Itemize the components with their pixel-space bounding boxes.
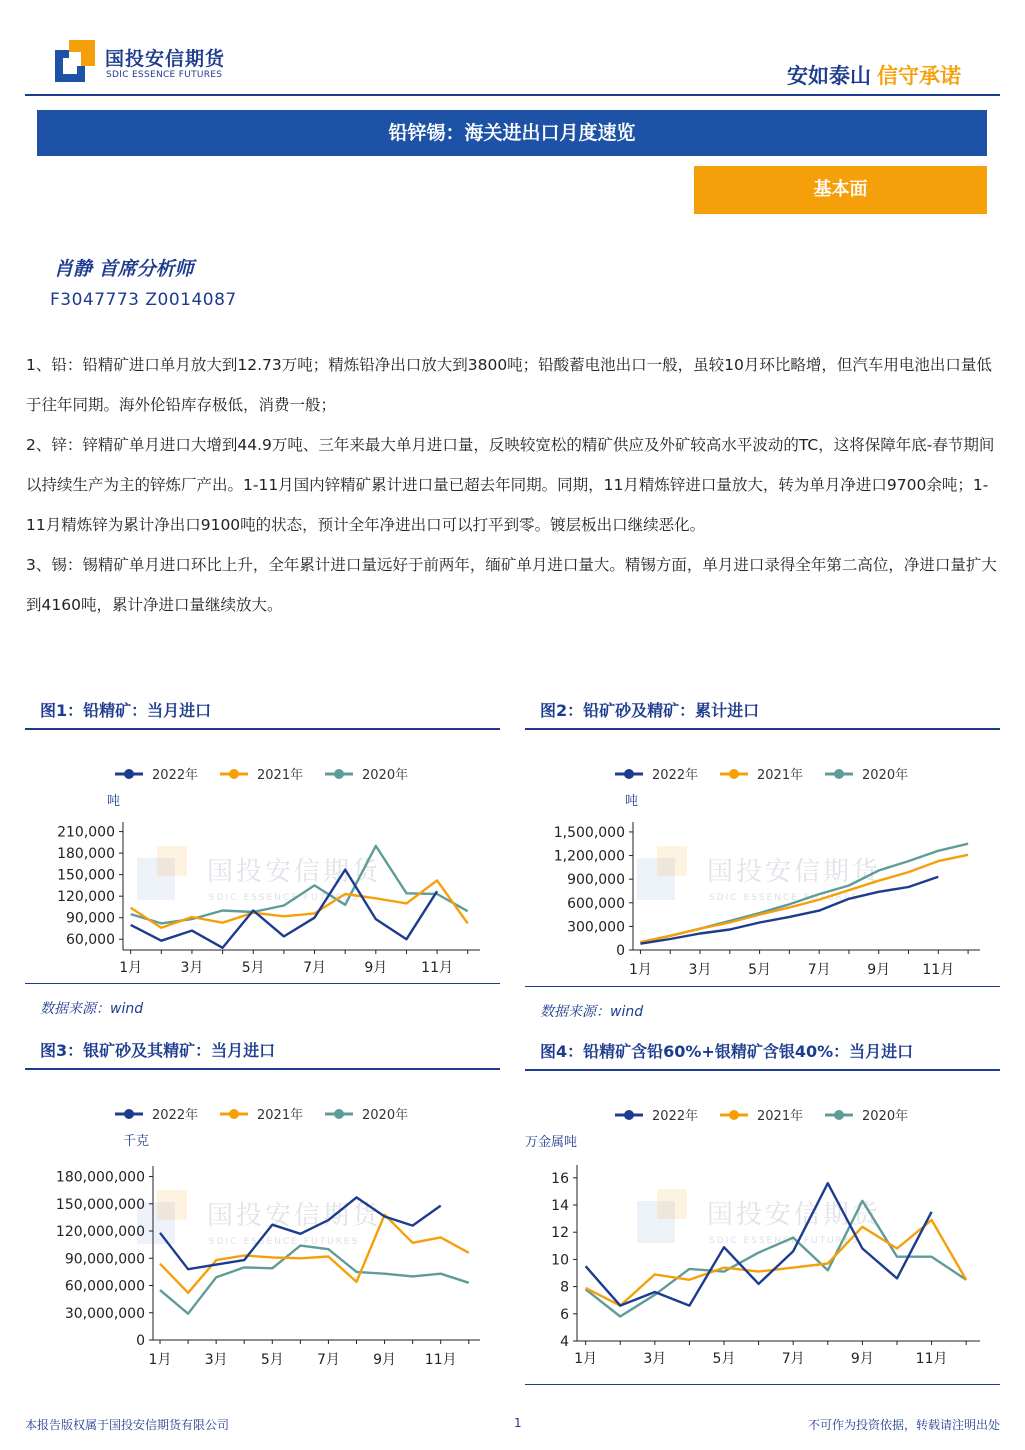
x-tick-label: 3月	[688, 962, 712, 978]
y-tick-label: 120,000,000	[55, 1224, 145, 1241]
y-axis-unit-label: 吨	[625, 794, 639, 809]
slogan	[787, 60, 961, 90]
legend-marker	[334, 1109, 344, 1119]
header-divider	[25, 94, 1000, 96]
figure-2-top-rule	[525, 728, 1000, 730]
report-body	[26, 345, 1001, 625]
y-tick-label: 12	[551, 1225, 569, 1242]
y-tick-label: 120,000	[57, 889, 115, 906]
y-tick-label: 600,000	[567, 895, 625, 912]
legend-marker	[729, 1110, 739, 1120]
logo-text-en: SDIC ESSENCE FUTURES	[106, 70, 223, 80]
watermark-mark-accent-icon	[657, 846, 687, 876]
legend-label: 2020年	[862, 1109, 909, 1124]
paragraph-zinc: 2、锌：锌精矿单月进口大增到44.9万吨、三年来最大单月进口量，反映较宽松的精矿供应及外矿较高水平波动的TC，这将保障年底-春节期间以持续生产为主的锌炼厂产出。1-11月国内锌精矿累计进口量已超去年同期。同期，11月精炼锌进口量放大，转为单月净进口9700余吨；1-11月精炼锌为累计净出口9100吨的状态，预计全年净进出口可以打平到零。镀层板出口继续恶化。	[26, 436, 995, 534]
legend-label: 2021年	[257, 768, 304, 783]
y-tick-label: 8	[560, 1279, 569, 1296]
report-category: 基本面	[694, 166, 987, 214]
series-line	[160, 1246, 469, 1314]
figure-2-title: 图2：铅矿砂及精矿：累计进口	[540, 701, 760, 720]
legend-marker	[334, 769, 344, 779]
watermark-mark-accent-icon	[157, 846, 187, 876]
x-tick-label: 11月	[922, 962, 955, 978]
figure-1-title: 图1：铅精矿：当月进口	[40, 701, 212, 720]
logo-text-cn: 国投安信期货	[105, 48, 226, 70]
paragraph-lead: 1、铅：铅精矿进口单月放大到12.73万吨；精炼铅净出口放大到3800吨；铅酸蓄电池出口一般，虽较10月环比略增，但汽车用电池出口量低于往年同期。海外伦铅库存极低，消费一般；	[26, 356, 992, 414]
y-tick-label: 0	[136, 1333, 145, 1349]
x-tick-label: 9月	[364, 960, 388, 976]
watermark-text: 国投安信期货	[707, 1200, 882, 1230]
x-tick-label: 9月	[373, 1352, 397, 1368]
x-tick-label: 9月	[867, 962, 891, 978]
watermark-text-en: SDIC ESSENCE FUTURES	[209, 893, 360, 903]
y-tick-label: 900,000	[567, 872, 625, 889]
x-tick-label: 7月	[303, 960, 326, 976]
figure-3-top-rule	[25, 1068, 500, 1070]
y-tick-label: 300,000	[567, 919, 625, 936]
legend-marker	[229, 769, 239, 779]
y-tick-label: 180,000,000	[55, 1169, 145, 1186]
y-tick-label: 150,000	[57, 867, 115, 884]
y-tick-label: 60,000,000	[64, 1278, 145, 1295]
figure-3-chart	[25, 1092, 500, 1382]
author-name: 肖静 首席分析师	[54, 258, 194, 280]
y-tick-label: 6	[560, 1306, 569, 1323]
y-tick-label: 4	[560, 1334, 569, 1350]
figure-4-title: 图4：铅精矿含铅60%+银精矿含银40%：当月进口	[540, 1042, 914, 1061]
watermark-text-en: SDIC ESSENCE FUTURES	[709, 1236, 860, 1246]
figure-1-source: 数据来源：wind	[40, 1001, 144, 1017]
y-tick-label: 180,000	[57, 846, 115, 863]
watermark-text: 国投安信期货	[707, 857, 882, 887]
figure-3-title: 图3：银矿砂及其精矿：当月进口	[40, 1041, 276, 1060]
legend-label: 2022年	[652, 1109, 699, 1124]
legend-marker	[834, 769, 844, 779]
x-tick-label: 1月	[574, 1351, 598, 1367]
legend-marker	[834, 1110, 844, 1120]
y-tick-label: 1,200,000	[553, 848, 625, 865]
watermark-text: 国投安信期货	[207, 1201, 382, 1231]
report-title: 铅锌锡：海关进出口月度速览	[37, 110, 987, 156]
legend-label: 2022年	[652, 768, 699, 783]
watermark-text-en: SDIC ESSENCE FUTURES	[709, 893, 860, 903]
figure-1-chart	[25, 752, 500, 982]
watermark-mark-accent-icon	[157, 1190, 187, 1220]
legend-marker	[729, 769, 739, 779]
legend-label: 2020年	[362, 768, 409, 783]
y-tick-label: 30,000,000	[64, 1305, 145, 1322]
y-tick-label: 60,000	[66, 932, 115, 949]
figure-2-bottom-rule	[525, 986, 1000, 987]
y-tick-label: 16	[551, 1170, 569, 1187]
y-axis-unit-label: 万金属吨	[525, 1135, 578, 1150]
y-tick-label: 150,000,000	[55, 1196, 145, 1213]
figure-2-source: 数据来源：wind	[540, 1004, 644, 1020]
x-tick-label: 3月	[204, 1352, 228, 1368]
slogan-part2: 信守承诺	[877, 64, 961, 88]
company-logo	[55, 40, 235, 88]
watermark-text: 国投安信期货	[207, 857, 382, 887]
figure-1-bottom-rule	[25, 983, 500, 984]
footer-disclaimer: 不可作为投资依据，转载请注明出处	[807, 1418, 1000, 1432]
x-tick-label: 11月	[915, 1351, 948, 1367]
legend-marker	[124, 1109, 134, 1119]
legend-label: 2020年	[362, 1108, 409, 1123]
x-tick-label: 11月	[424, 1352, 457, 1368]
watermark-text-en: SDIC ESSENCE FUTURES	[209, 1237, 360, 1247]
x-tick-label: 7月	[781, 1351, 805, 1367]
legend-label: 2021年	[757, 768, 804, 783]
x-tick-label: 5月	[260, 1352, 284, 1368]
x-tick-label: 1月	[119, 960, 143, 976]
figure-1-top-rule	[25, 728, 500, 730]
x-tick-label: 1月	[148, 1352, 172, 1368]
x-tick-label: 5月	[712, 1351, 736, 1367]
x-tick-label: 5月	[748, 962, 772, 978]
y-axis-unit-label: 吨	[107, 794, 121, 809]
logo-mark-icon	[55, 40, 95, 84]
legend-label: 2022年	[152, 768, 199, 783]
slogan-part1: 安如泰山	[787, 64, 871, 88]
figure-4-bottom-rule	[525, 1384, 1000, 1385]
x-tick-label: 7月	[807, 962, 831, 978]
author-codes: F3047773 Z0014087	[50, 290, 237, 310]
x-tick-label: 5月	[241, 960, 265, 976]
legend-marker	[229, 1109, 239, 1119]
x-tick-label: 1月	[628, 962, 652, 978]
legend-label: 2020年	[862, 768, 909, 783]
x-tick-label: 7月	[316, 1352, 340, 1368]
x-tick-label: 3月	[643, 1351, 667, 1367]
figure-2-chart	[525, 752, 1000, 982]
legend-label: 2022年	[152, 1108, 199, 1123]
y-tick-label: 90,000,000	[64, 1251, 145, 1268]
y-tick-label: 14	[551, 1198, 569, 1214]
watermark-mark-accent-icon	[657, 1189, 687, 1219]
footer-page-number: 1	[514, 1416, 522, 1430]
legend-marker	[124, 769, 134, 779]
y-tick-label: 0	[616, 943, 625, 959]
figure-4-top-rule	[525, 1069, 1000, 1071]
x-tick-label: 9月	[850, 1351, 874, 1367]
x-tick-label: 3月	[180, 960, 204, 976]
figure-4-chart	[525, 1093, 1000, 1383]
footer-copyright: 本报告版权属于国投安信期货有限公司	[25, 1418, 230, 1432]
paragraph-tin: 3、锡：锡精矿单月进口环比上升，全年累计进口量远好于前两年，缅矿单月进口量大。精锡方面，单月进口录得全年第二高位，净进口量扩大到4160吨，累计净进口量继续放大。	[26, 556, 997, 614]
y-tick-label: 90,000	[66, 910, 115, 927]
y-tick-label: 210,000	[57, 824, 115, 841]
y-tick-label: 1,500,000	[553, 824, 625, 841]
legend-marker	[624, 769, 634, 779]
legend-label: 2021年	[257, 1108, 304, 1123]
legend-marker	[624, 1110, 634, 1120]
y-axis-unit-label: 千克	[123, 1134, 150, 1149]
x-tick-label: 11月	[421, 960, 454, 976]
legend-label: 2021年	[757, 1109, 804, 1124]
y-tick-label: 10	[551, 1252, 569, 1269]
